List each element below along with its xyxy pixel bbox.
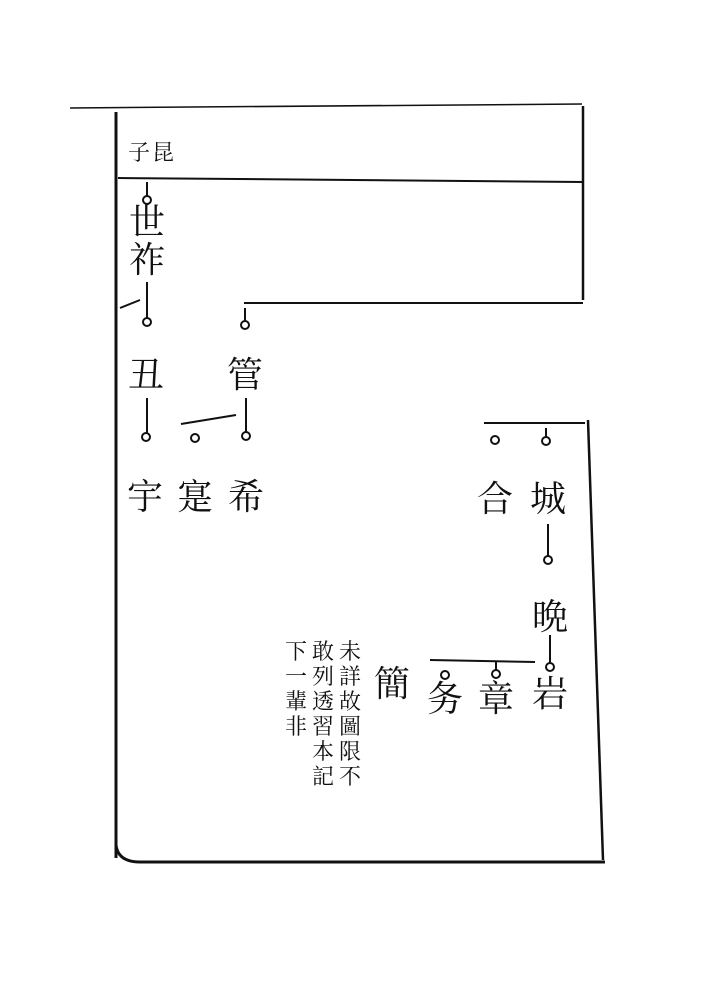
name-guan: 管 — [226, 355, 263, 396]
name-wu: 务 — [426, 679, 463, 720]
page-header-title: 子昆 — [128, 141, 177, 166]
name-zhang: 章 — [477, 679, 514, 720]
name-cheng: 城 — [529, 479, 566, 520]
note-column-1: 未詳故圖限不 — [338, 640, 361, 790]
name-xi: 希 — [227, 477, 264, 518]
name-yu: 宇 — [126, 477, 163, 518]
name-wan: 晩 — [531, 597, 568, 638]
name-shi: 寔 — [176, 477, 213, 518]
name-shizuo: 世祚 — [128, 202, 165, 281]
name-jian: 簡 — [373, 664, 410, 705]
note-column-2: 敢列透習本記 — [311, 640, 334, 790]
name-chou: 丑 — [127, 355, 164, 396]
name-yan: 岩 — [531, 674, 568, 715]
note-column-3: 下一輩非 — [284, 640, 307, 740]
name-he: 合 — [476, 479, 513, 520]
